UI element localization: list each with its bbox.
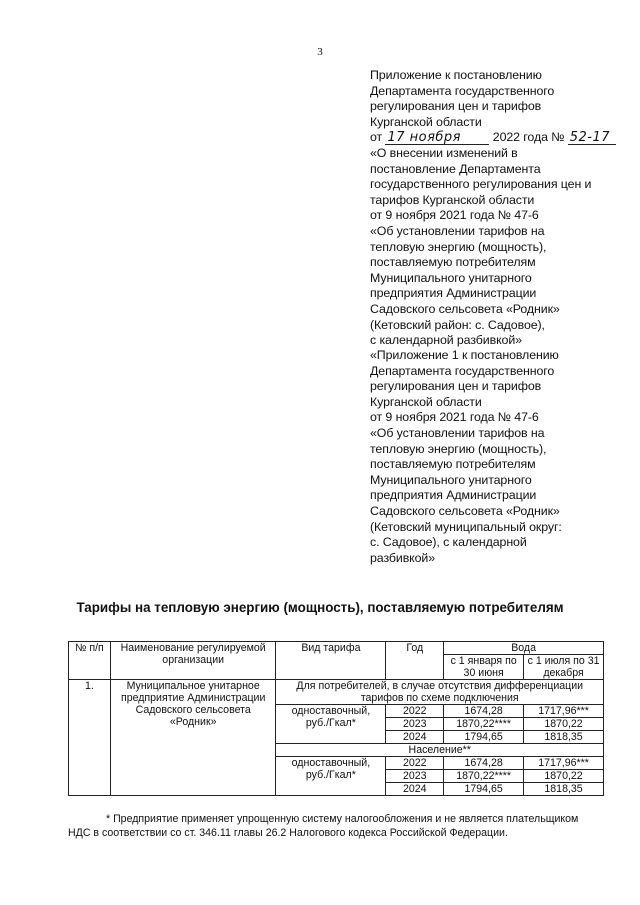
value-cell: 1717,96*** [524,705,604,718]
org-name: Муниципальное унитарное предприятие Администрации Садовского сельсовета «Родник» [110,680,276,796]
value-cell: 1794,65 [444,783,524,796]
group-label: Население** [276,744,604,757]
annex-line: (Кетовский район: с. Садовое), [370,317,545,332]
annex-1-line: Курганской области [370,394,482,409]
header-type: Вид тарифа [276,642,386,680]
year-cell: 2022 [386,757,444,770]
year-cell: 2023 [386,770,444,783]
annex-line: государственного регулирования цен и [370,177,592,192]
value-cell: 1818,35 [524,783,604,796]
page-number: 3 [317,46,323,58]
tariff-type: одноставочный, руб./Гкал* [276,757,386,796]
annex-1-line: регулирования цен и тарифов [370,379,542,394]
annex-1-line: «Об установлении тарифов на [370,425,545,440]
annex-line: регулирования цен и тарифов [370,99,542,114]
annex-line: тепловую энергию (мощность), [370,239,547,254]
annex-1-line: поставляемую потребителям [370,457,536,472]
annex-1-line: тепловую энергию (мощность), [370,441,547,456]
year-cell: 2024 [386,783,444,796]
value-cell: 1870,22**** [444,770,524,783]
annex-line: тарифов Курганской области [370,192,535,207]
header-num: № п/п [69,642,111,680]
group-1-label-row [69,680,604,705]
value-cell: 1818,35 [524,731,604,744]
annex-line: Курганской области [370,114,482,129]
tariff-table [68,641,604,796]
header-period-1: с 1 января по 30 июня [444,655,524,680]
annex-1-line: (Кетовский муниципальный округ: [370,519,562,534]
footnote [68,812,604,840]
year-cell: 2022 [386,705,444,718]
handwritten-number: 52-17 [568,132,616,145]
annex-1-line: от 9 ноября 2021 года № 47-6 [370,410,539,425]
header-year: Год [386,642,444,680]
annex-line: «Об установлении тарифов на [370,223,545,238]
handwritten-date: 17 ноября [385,132,489,145]
annex-line: Садовского сельсовета «Родник» [370,301,560,316]
annex-date-line [370,130,620,146]
annex-line: поставляемую потребителям [370,255,536,270]
header-period-2: с 1 июля по 31 декабря [524,655,604,680]
annex-line: с календарной разбивкой» [370,333,522,348]
footnote-line: НДС в соответствии со ст. 346.11 главы 26.2 Налогового кодекса Российской Федерации. [68,827,508,839]
annex-1-line: разбивкой» [370,550,436,565]
annex-1-line: Департамента государственного [370,363,555,378]
annex-line: «О внесении изменений в [370,145,518,160]
annex-1-line: предприятия Администрации [370,488,537,503]
footnote-line: * Предприятие применяет упрощенную систему налогообложения и не является плательщиком [106,813,579,825]
row-number: 1. [69,680,111,796]
value-cell: 1794,65 [444,731,524,744]
group-label: Для потребителей, в случае отсутствия дифференциации тарифов по схеме подключения [276,680,604,705]
value-cell: 1870,22 [524,718,604,731]
header-row [69,642,604,655]
value-cell: 1870,22 [524,770,604,783]
year-cell: 2024 [386,731,444,744]
annex-header [370,68,620,349]
annex-1-line: Садовского сельсовета «Родник» [370,503,560,518]
annex-1-line: с. Садовое), с календарной [370,535,527,550]
value-cell: 1870,22**** [444,718,524,731]
header-org: Наименование регулируемой организации [110,642,276,680]
value-cell: 1717,96*** [524,757,604,770]
annex-line: от 9 ноября 2021 года № 47-6 [370,208,539,223]
value-cell: 1674,28 [444,757,524,770]
annex-1-header [370,348,620,566]
tariff-type: одноставочный, руб./Гкал* [276,705,386,744]
annex-1-line: Муниципального унитарного [370,472,532,487]
date-prefix: от [370,130,383,145]
annex-1-line: «Приложение 1 к постановлению [370,348,559,362]
annex-line: Департамента государственного [370,83,555,98]
annex-line: предприятия Администрации [370,286,537,301]
annex-line: Муниципального унитарного [370,270,532,285]
annex-line: Приложение к постановлению [370,68,542,82]
annex-line: постановление Департамента [370,161,541,176]
header-water: Вода [444,642,604,655]
value-cell: 1674,28 [444,705,524,718]
table-title: Тарифы на тепловую энергию (мощность), поставляемую потребителям [76,600,564,615]
year-text: 2022 года № [492,130,565,145]
year-cell: 2023 [386,718,444,731]
